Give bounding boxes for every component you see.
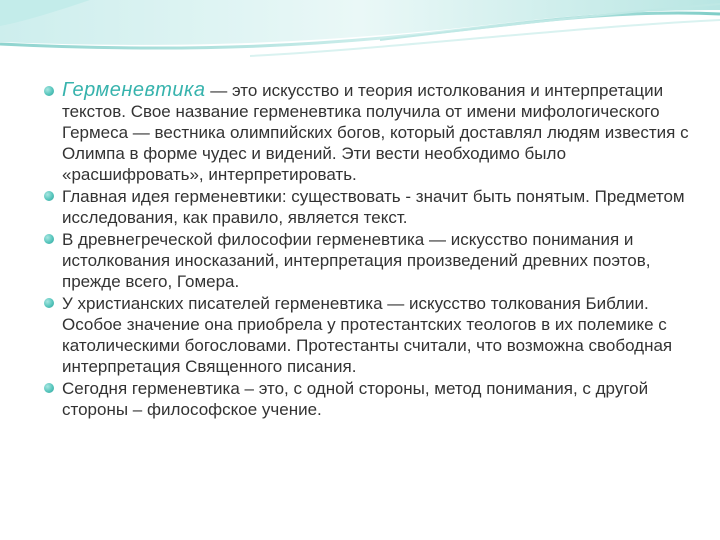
list-item [44,229,704,292]
bullet-icon [44,234,54,244]
term-highlight: Герменевтика [62,79,206,101]
list-item-text: У христианских писателей герменевтика — искусство толкования Библии. Особое значение она приобрела у протестантских теологов в их полемике с католическими богословами. Протестанты считали, что возможна свободная интерпретация Священного писания. [62,294,673,376]
list-item [44,186,704,228]
list-item [44,293,704,377]
content-area [44,80,704,421]
list-item-text: Сегодня герменевтика – это, с одной стороны, метод понимания, с другой стороны – философское учение. [62,379,649,419]
list-item-text: — это искусство и теория истолкования и интерпретации текстов. Свое название герменевтика получила от имени мифологического Гермеса — вестника олимпийских богов, который доставлял людям известия с Олимпа в форме чудес и видений. Эти вести необходимо было «расшифровать», интерпретировать. [62,81,689,184]
bullet-list [44,80,704,420]
bullet-icon [44,298,54,308]
list-item [44,80,704,185]
header-wave-decoration [0,0,720,80]
bullet-icon [44,383,54,393]
bullet-icon [44,86,54,96]
list-item [44,378,704,420]
list-item-text: В древнегреческой философии герменевтика — искусство понимания и истолкования иносказаний, интерпретация произведений древних поэтов, прежде всего, Гомера. [62,230,651,291]
list-item-text: Главная идея герменевтики: существовать - значит быть понятым. Предметом исследования, как правило, является текст. [62,187,685,227]
bullet-icon [44,191,54,201]
